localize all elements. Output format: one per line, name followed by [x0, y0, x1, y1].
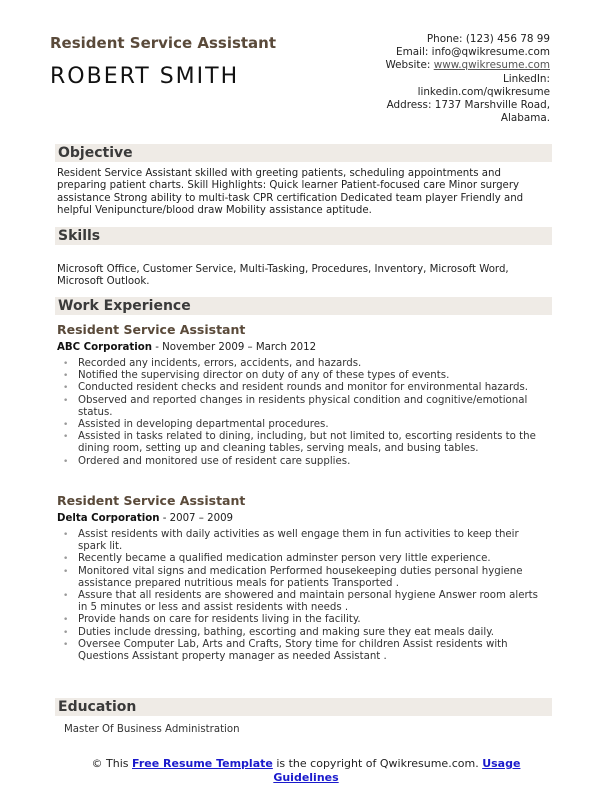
contact-phone: Phone: (123) 456 78 99 [426, 33, 550, 45]
section-heading-education: Education [55, 698, 552, 716]
objective-text: Resident Service Assistant skilled with greeting patients, scheduling appointments and preparing patient charts. Skill Highlights: Quick learner Patient-focused care Minor surgery assistance Strong ability to multi-task CPR certification Dedicated team player Friendly and helpful Venipuncture/blood draw Mobility assistance aptitude. [57, 168, 524, 216]
usage-guidelines-link[interactable]: Usage Guidelines [273, 757, 521, 784]
list-item: • Duties include dressing, bathing, escorting and making sure they eat meals daily. [60, 627, 540, 639]
job-company-2: Delta Corporation [57, 513, 160, 524]
skills-text: Microsoft Office, Customer Service, Multi-Tasking, Procedures, Inventory, Microsoft Word, Microsoft Outlook. [57, 264, 509, 288]
job-title-1: Resident Service Assistant [57, 322, 246, 337]
job-company-1: ABC Corporation [57, 342, 152, 353]
list-item: • Monitored vital signs and medication Performed housekeeping duties personal hygiene assistance prepared nutritious meals for patients Transported . [60, 566, 540, 590]
job-dates-1: - November 2009 – March 2012 [151, 342, 317, 353]
job-bullets-2 [60, 529, 540, 663]
list-item: • Observed and reported changes in residents physical condition and cognitive/emotional status. [60, 395, 540, 419]
list-item: • Assure that all residents are showered and maintain personal hygiene Answer room alerts in 5 minutes or less and assist residents with needs . [60, 590, 540, 614]
contact-website [330, 59, 550, 72]
job-bullets-1 [60, 358, 540, 468]
job-company-line-2 [57, 513, 233, 524]
list-item: • Recorded any incidents, errors, accidents, and hazards. [60, 358, 540, 370]
list-item: • Provide hands on care for residents living in the facility. [60, 614, 540, 626]
list-item: • Recently became a qualified medication adminster person very little experience. [60, 553, 540, 565]
header-job-title: Resident Service Assistant [50, 34, 277, 52]
list-item: • Assist residents with daily activities as well engage them in fun activities to keep their spark lit. [60, 529, 540, 553]
copyright-footer [80, 757, 532, 784]
footer-middle: is the copyright of Qwikresume.com. [272, 757, 483, 770]
job-dates-2: - 2007 – 2009 [159, 513, 234, 524]
website-label: Website: [385, 59, 434, 72]
contact-block [330, 33, 550, 125]
contact-address-line2: Alabama. [500, 112, 550, 125]
candidate-name: ROBERT SMITH [50, 64, 240, 89]
website-link[interactable]: www.qwikresume.com [433, 59, 550, 72]
contact-linkedin-value: linkedin.com/qwikresume [417, 85, 550, 98]
education-degree: Master Of Business Administration [64, 724, 240, 735]
section-heading-objective: Objective [55, 144, 552, 162]
list-item: • Assisted in developing departmental procedures. [60, 419, 540, 431]
list-item: • Ordered and monitored use of resident care supplies. [60, 456, 540, 468]
footer-prefix: © This [91, 757, 133, 770]
contact-address-line1: Address: 1737 Marshville Road, [386, 99, 550, 112]
job-company-line-1 [57, 342, 316, 353]
free-resume-template-link[interactable]: Free Resume Template [132, 757, 273, 770]
list-item: • Conducted resident checks and resident rounds and monitor for environmental hazards. [60, 382, 540, 394]
section-heading-work-experience: Work Experience [55, 297, 552, 315]
list-item: • Notified the supervising director on duty of any of these types of events. [60, 370, 540, 382]
job-title-2: Resident Service Assistant [57, 493, 246, 508]
contact-linkedin-label: LinkedIn: [502, 72, 550, 85]
contact-email: Email: info@qwikresume.com [396, 46, 550, 59]
section-heading-skills: Skills [55, 227, 552, 245]
list-item: • Oversee Computer Lab, Arts and Crafts, Story time for children Assist residents with Questions Assistant property manager as needed Assistant . [60, 639, 540, 663]
list-item: • Assisted in tasks related to dining, including, but not limited to, escorting residents to the dining room, setting up and cleaning tables, serving meals, and busing tables. [60, 431, 540, 455]
